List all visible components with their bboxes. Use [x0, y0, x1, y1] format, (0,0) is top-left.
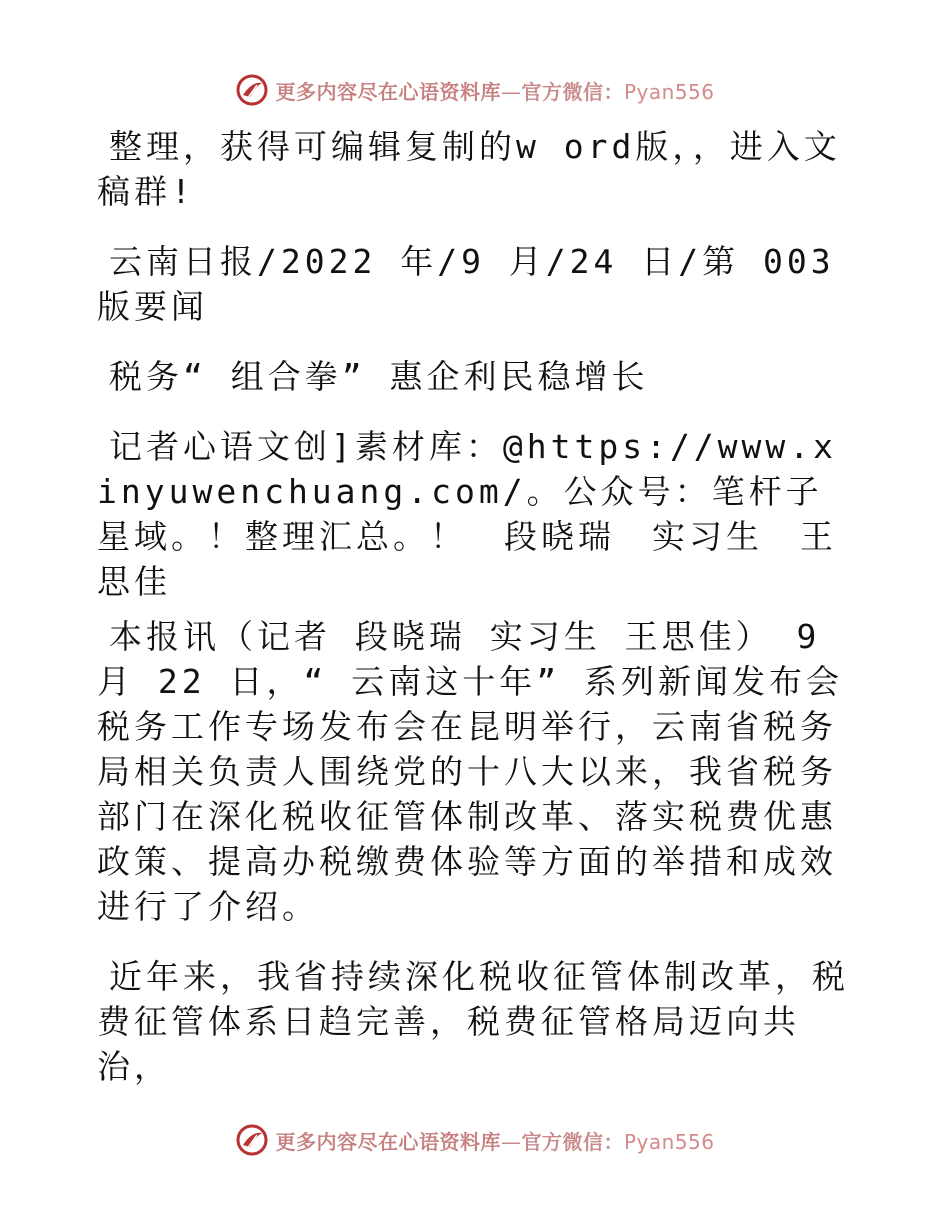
paragraph-byline: 记者心语文创]素材库：@https://www.xinyuwenchuang.com/。公众号：笔杆子星域。！整理汇总。！ 段晓瑞 实习生 王思佳 [97, 427, 838, 601]
brand-logo-icon [235, 1123, 269, 1157]
watermark-text [275, 76, 714, 105]
watermark-main: 更多内容尽在心语资料库 [275, 79, 501, 104]
watermark-wechat-id: Pyan556 [623, 1129, 715, 1154]
document-body [97, 124, 857, 1114]
paragraph-body: 近年来，我省持续深化税收征管体制改革，税费征管体系日趋完善，税费征管格局迈向共治， [97, 957, 849, 1086]
watermark-separator: — [500, 79, 522, 104]
header-watermark [0, 70, 950, 110]
paragraph-lead: 本报讯（记者 段晓瑞 实习生 王思佳） 9 月 22 日，“ 云南这十年” 系列新闻发布会税务工作专场发布会在昆明举行，云南省税务局相关负责人围绕党的十八大以来，我省税务部门在深化税收征管体制改革、落实税费优惠政策、提高办税缴费体验等方面的举措和成效进行了介绍。 [97, 617, 845, 926]
watermark-separator: — [500, 1129, 522, 1154]
watermark-wechat-label: 官方微信： [521, 1129, 624, 1154]
watermark-text [275, 1126, 714, 1155]
brand-logo-icon [235, 73, 269, 107]
article-headline: 税务“ 组合拳” 惠企利民稳增长 [109, 357, 649, 396]
footer-watermark [0, 1120, 950, 1160]
watermark-wechat-id: Pyan556 [623, 79, 715, 104]
watermark-main: 更多内容尽在心语资料库 [275, 1129, 501, 1154]
paragraph-source: 云南日报/2022 年/9 月/24 日/第 003 版要闻 [97, 242, 859, 326]
watermark-wechat-label: 官方微信： [521, 79, 624, 104]
paragraph-intro: 整理，获得可编辑复制的w ord版，，进入文稿群! [97, 127, 841, 211]
